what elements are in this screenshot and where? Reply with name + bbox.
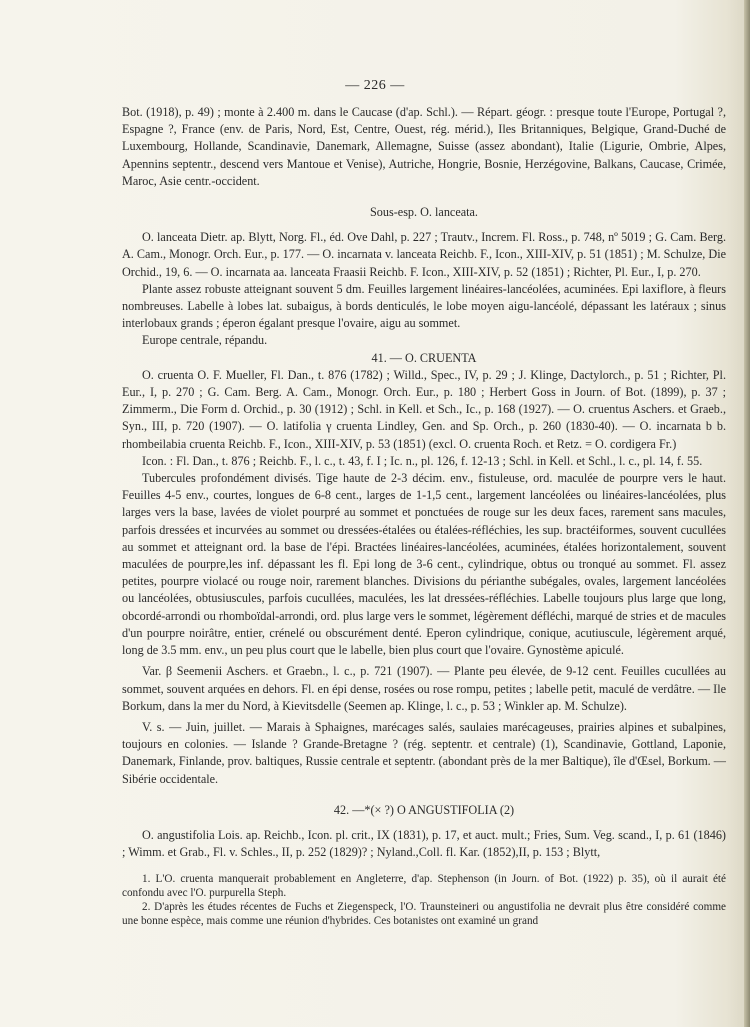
- paragraph-distribution: Bot. (1918), p. 49) ; monte à 2.400 m. dans le Caucase (d'ap. Schl.). — Répart. géogr. : presque toute l'Europe, Portugal ?, Espagne ?, France (env. de Paris, Nord, Est, Centre, Ouest, rég. mérid.), Iles Britanniques, Belgique, Grand-Duché de Luxembourg, Hollande, Scandinavie, Danemark, Allemagne, Suisse (assez abondant), Italie (Ligurie, Ombrie, Alpes, Apennins septentr., descend vers Mantoue et Venise), Autriche, Hongrie, Bosnie, Herzégovine, Balkans, Caucase, Crimée, Maroc, Asie centr.-occident.: [122, 105, 726, 188]
- footnotes: [122, 872, 726, 928]
- paragraph-lanceata-range: Europe centrale, répandu.: [142, 333, 268, 348]
- heading-42-angustifolia: 42. —*(× ?) O ANGUSTIFOLIA (2): [333, 802, 515, 817]
- paragraph-cruenta-habitat: V. s. — Juin, juillet. — Marais à Sphaignes, marécages salés, saulaies marécageuses, prairies alpines et subalpines, toujours en colonies. — Islande ? Grande-Bretagne ? (rég. septentr. et centrale) (1), Scandinavie, Gottland, Laponie, Danemark, Finlande, prov. baltiques, Russie centrale et septentr. (abondant près de la mer Baltique), île d'Œsel, Borkum. — Sibérie occidentale.: [122, 719, 726, 786]
- paragraph-lanceata-synonyms: O. lanceata Dietr. ap. Blytt, Norg. Fl., éd. Ove Dahl, p. 227 ; Trautv., Increm. Fl. Ross., p. 748, nº 5019 ; G. Cam. Berg. A. Cam., Monogr. Orch. Eur., p. 177. — O. incarnata v. lanceata Reichb. F., Icon., XIII-XIV, p. 51 (1851) ; M. Schulze, Die Orchid., 19, 6. — O. incarnata aa. lanceata Fraasii Reichb. F. Icon., XIII-XIV, p. 52 (1851) ; Richter, Pl. Eur., I, p. 270.: [122, 230, 726, 279]
- heading-subspecies-lanceata: Sous-esp. O. lanceata.: [370, 205, 478, 220]
- paragraph-lanceata-description: Plante assez robuste atteignant souvent 5 dm. Feuilles largement linéaires-lancéolées, acuminées. Epi laxiflore, à fleurs nombreuses. Labelle à lobes lat. subaigus, à bords denticulés, le lobe moyen aigu-lancéolé, dépassant les latéraux ; sinus interlobaux grands ; éperon égalant presque l'ovaire, aigu au sommet.: [122, 281, 726, 331]
- heading-41-cruenta: 41. — O. CRUENTA: [371, 350, 477, 365]
- main-text: [122, 104, 726, 861]
- paragraph-cruenta-synonyms: O. cruenta O. F. Mueller, Fl. Dan., t. 876 (1782) ; Willd., Spec., IV, p. 29 ; J. Klinge, Dactylorch., p. 51 ; Richter, Pl. Eur., I, p. 270 ; G. Cam. Berg. A. Cam., Monogr. Orch. Eur., p. 180 ; Herbert Goss in Journ. of Bot. (1899), p. 37 ; Zimmerm., Die Form d. Orchid., p. 30 (1912) ; Schl. in Kell. et Sch., Ic., p. 168 (1927). — O. cruentus Aschers. et Graeb., Syn., III, p. 720 (1907). — O. latifolia γ cruenta Lindley, Gen. and Sp. Orch., p. 260 (1830-40). — O. incarnata b b. rhombeilabia cruenta Reichb. F., Icon., XIII-XIV, p. 53 (1851) (excl. O. cruenta Roch. et Retz. = O. cordigera Fr.): [122, 367, 726, 451]
- paragraph-cruenta-icon: Icon. : Fl. Dan., t. 876 ; Reichb. F., l. c., t. 43, f. I ; Ic. n., pl. 126, f. 12-13 ; Schl. in Kell. et Schl., l. c., pl. 14, f. 55.: [142, 453, 703, 468]
- page-number: — 226 —: [345, 78, 405, 93]
- paragraph-cruenta-var-seemenii: Var. β Seemenii Aschers. et Graebn., l. c., p. 721 (1907). — Plante peu élevée, de 9-12 cent. Feuilles cucullées au sommet, souvent arquées en dehors. Fl. en épi dense, rosées ou rose rompu, petites ; labelle petit, maculé de verdâtre. — Ile Borkum, dans la mer du Nord, à Kievitsdelle (Seemen ap. Klinge, l. c., p. 53 ; Winkler ap. M. Schulze).: [122, 664, 726, 713]
- paragraph-angustifolia-synonyms: O. angustifolia Lois. ap. Reichb., Icon. pl. crit., IX (1831), p. 17, et auct. mult.; Fries, Sum. Veg. scand., I, p. 61 (1846) ; Wimm. et Grab., Fl. v. Schles., II, p. 252 (1829)? ; Nyland.,Coll. fl. Kar. (1852),II, p. 153 ; Blytt,: [122, 827, 726, 860]
- paragraph-cruenta-description: Tubercules profondément divisés. Tige haute de 2-3 décim. env., fistuleuse, ord. maculée de pourpre vers le haut. Feuilles 4-5 env., courtes, longues de 6-8 cent., larges de 1-1,5 cent., largement lancéolées ou linéaires-lancéolées, plus larges vers la base, lavées de violet pourpré au sommet et ponctuées de rouge sur les deux faces, rarement sans macules, parfois dressées et incurvées au sommet ou dressées-étalées ou étalées-réfléchies, les sup. bractéiformes, souvent cucullées au sommet et atteignant ord. la base de l'épi. Bractées linéaires-lancéolées, acuminées, étalées horizontalement, souvent maculées de pourpre,les inf. dépassant les fl. Epi long de 3-6 cent., cylindrique, obtus ou tronqué au sommet. Fl. assez petites, pourpre violacé ou rouge noir, rarement blanches. Divisions du périanthe subégales, ovales, largement lancéolées ou lancéolées, obtusiuscules, parfois cucullées, maculées, les lat dressées-réfléchies. Labelle toujours plus large que long, obcordé-arrondi ou rhomboïdal-arrondi, ord. plus large vers le sommet, légèrement défléchi, marqué de stries et de macules d'un pourpre noirâtre, entier, crénelé ou obscurément denté. Eperon cylindrique, conique, acutiuscule, légèrement arqué, long de 3.5 mm. env., un peu plus court que le labelle, bien plus court que l'ovaire. Gynostème apiculé.: [122, 471, 726, 658]
- page-edge-shadow: [744, 0, 750, 1027]
- footnote-2: 2. D'après les études récentes de Fuchs et Ziegenspeck, l'O. Traunsteineri ou angustifolia ne devrait plus être considéré comme une bonne espèce, mais comme une réunion d'hybrides. Ces botanistes ont examiné un grand: [122, 901, 726, 927]
- footnote-1: 1. L'O. cruenta manquerait probablement en Angleterre, d'ap. Stephenson (in Journ. of Bot. (1922) p. 35), où il aurait été confondu avec l'O. purpurella Steph.: [122, 873, 726, 899]
